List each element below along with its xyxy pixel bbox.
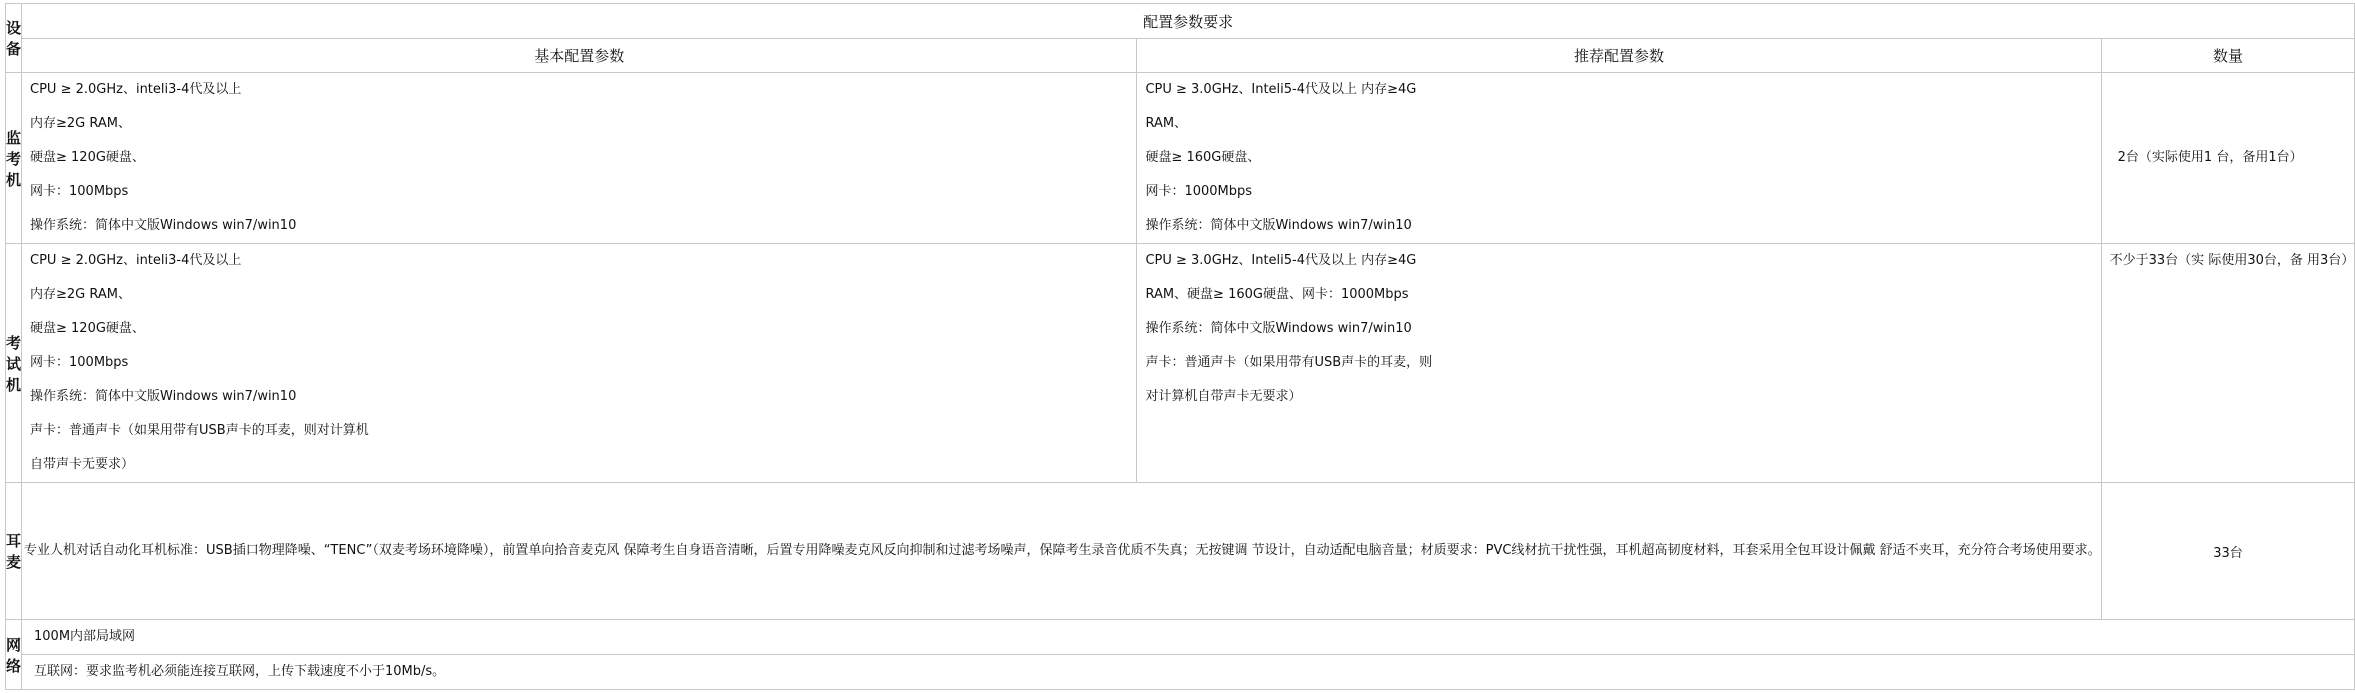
config-table xyxy=(5,3,2355,690)
quantity-line: 不少于33台（实 xyxy=(2109,253,2205,268)
exam-recommended-config xyxy=(1137,244,2101,483)
quantity-line: 台，备用1台） xyxy=(2216,150,2303,165)
config-line: 操作系统：简体中文版Windows win7/win10 xyxy=(1145,218,1412,233)
desc-line: 保障考生自身语音清晰，后置专用降噪麦克风反向抑制和过滤考场噪声，保障考生录音优质不失真；无按键调 xyxy=(623,543,1248,558)
config-line: 声卡：普通声卡（如果用带有USB声卡的耳麦，则对计算机 xyxy=(30,423,369,438)
table-row xyxy=(6,655,2355,690)
config-line: 网卡：100Mbps xyxy=(30,355,129,370)
proctor-quantity xyxy=(2101,73,2355,244)
table-row xyxy=(6,73,2355,244)
config-line: 网卡：1000Mbps xyxy=(1145,184,1253,199)
quantity-line: 用3台） xyxy=(2307,253,2355,268)
quantity-line: 2台（实际使用1 xyxy=(2117,150,2213,165)
config-line: CPU ≥ 2.0GHz、inteli3-4代及以上 xyxy=(30,82,242,97)
config-line: 内存≥2G RAM、 xyxy=(30,287,132,302)
config-line: 声卡：普通声卡（如果用带有USB声卡的耳麦，则 xyxy=(1145,355,1433,370)
config-line: RAM、硬盘≥ 160G硬盘、网卡：1000Mbps xyxy=(1145,287,1409,302)
device-proctor: 监考机 xyxy=(6,73,22,244)
config-line: 操作系统：简体中文版Windows win7/win10 xyxy=(1145,321,1412,336)
config-line: CPU ≥ 2.0GHz、inteli3-4代及以上 xyxy=(30,253,242,268)
device-network: 网络 xyxy=(6,620,22,690)
exam-basic-config xyxy=(22,244,1137,483)
config-line: CPU ≥ 3.0GHz、Inteli5-4代及以上 内存≥4G xyxy=(1145,82,1417,97)
config-line: 自带声卡无要求） xyxy=(30,457,135,472)
config-line: 硬盘≥ 120G硬盘、 xyxy=(30,321,145,336)
recommended-config-header: 推荐配置参数 xyxy=(1137,39,2101,73)
config-line: 内存≥2G RAM、 xyxy=(30,116,132,131)
config-line: 操作系统：简体中文版Windows win7/win10 xyxy=(30,218,297,233)
device-header: 设备 xyxy=(6,4,22,73)
config-line: 硬盘≥ 160G硬盘、 xyxy=(1145,150,1261,165)
headset-quantity: 33台 xyxy=(2101,483,2355,620)
table-row xyxy=(6,483,2355,620)
table-row xyxy=(6,244,2355,483)
network-line-lan: 100M内部局域网 xyxy=(22,620,2355,655)
desc-line: 节设计，自动适配电脑音量；材质要求：PVC线材抗干扰性强，耳机超高韧度材料，耳套采用全包耳设计佩戴 xyxy=(1251,543,1876,558)
desc-line: 舒适不夹耳，充分符合考场使用要求。 xyxy=(1879,543,2101,558)
quantity-line: 际使用30台，备 xyxy=(2208,253,2303,268)
exam-quantity xyxy=(2101,244,2355,483)
config-group-header: 配置参数要求 xyxy=(22,4,2355,39)
config-line: CPU ≥ 3.0GHz、Inteli5-4代及以上 内存≥4G xyxy=(1145,253,1417,268)
config-line: 网卡：100Mbps xyxy=(30,184,129,199)
config-line: 对计算机自带声卡无要求） xyxy=(1145,389,1302,404)
quantity-header: 数量 xyxy=(2101,39,2355,73)
headset-description xyxy=(22,483,2102,620)
desc-line: 专业人机对话自动化耳机标准：USB插口物理降噪、“TENC”（双麦考场环境降噪），前置单向拾音麦克风 xyxy=(24,543,620,558)
basic-config-header: 基本配置参数 xyxy=(22,39,1137,73)
device-headset: 耳麦 xyxy=(6,483,22,620)
proctor-recommended-config xyxy=(1137,73,2101,244)
device-exam: 考试机 xyxy=(6,244,22,483)
network-line-internet: 互联网：要求监考机必须能连接互联网，上传下载速度不小于10Mb/s。 xyxy=(22,655,2355,690)
config-line: RAM、 xyxy=(1145,116,1188,131)
config-line: 硬盘≥ 120G硬盘、 xyxy=(30,150,145,165)
proctor-basic-config xyxy=(22,73,1137,244)
config-line: 操作系统：简体中文版Windows win7/win10 xyxy=(30,389,297,404)
table-row xyxy=(6,620,2355,655)
